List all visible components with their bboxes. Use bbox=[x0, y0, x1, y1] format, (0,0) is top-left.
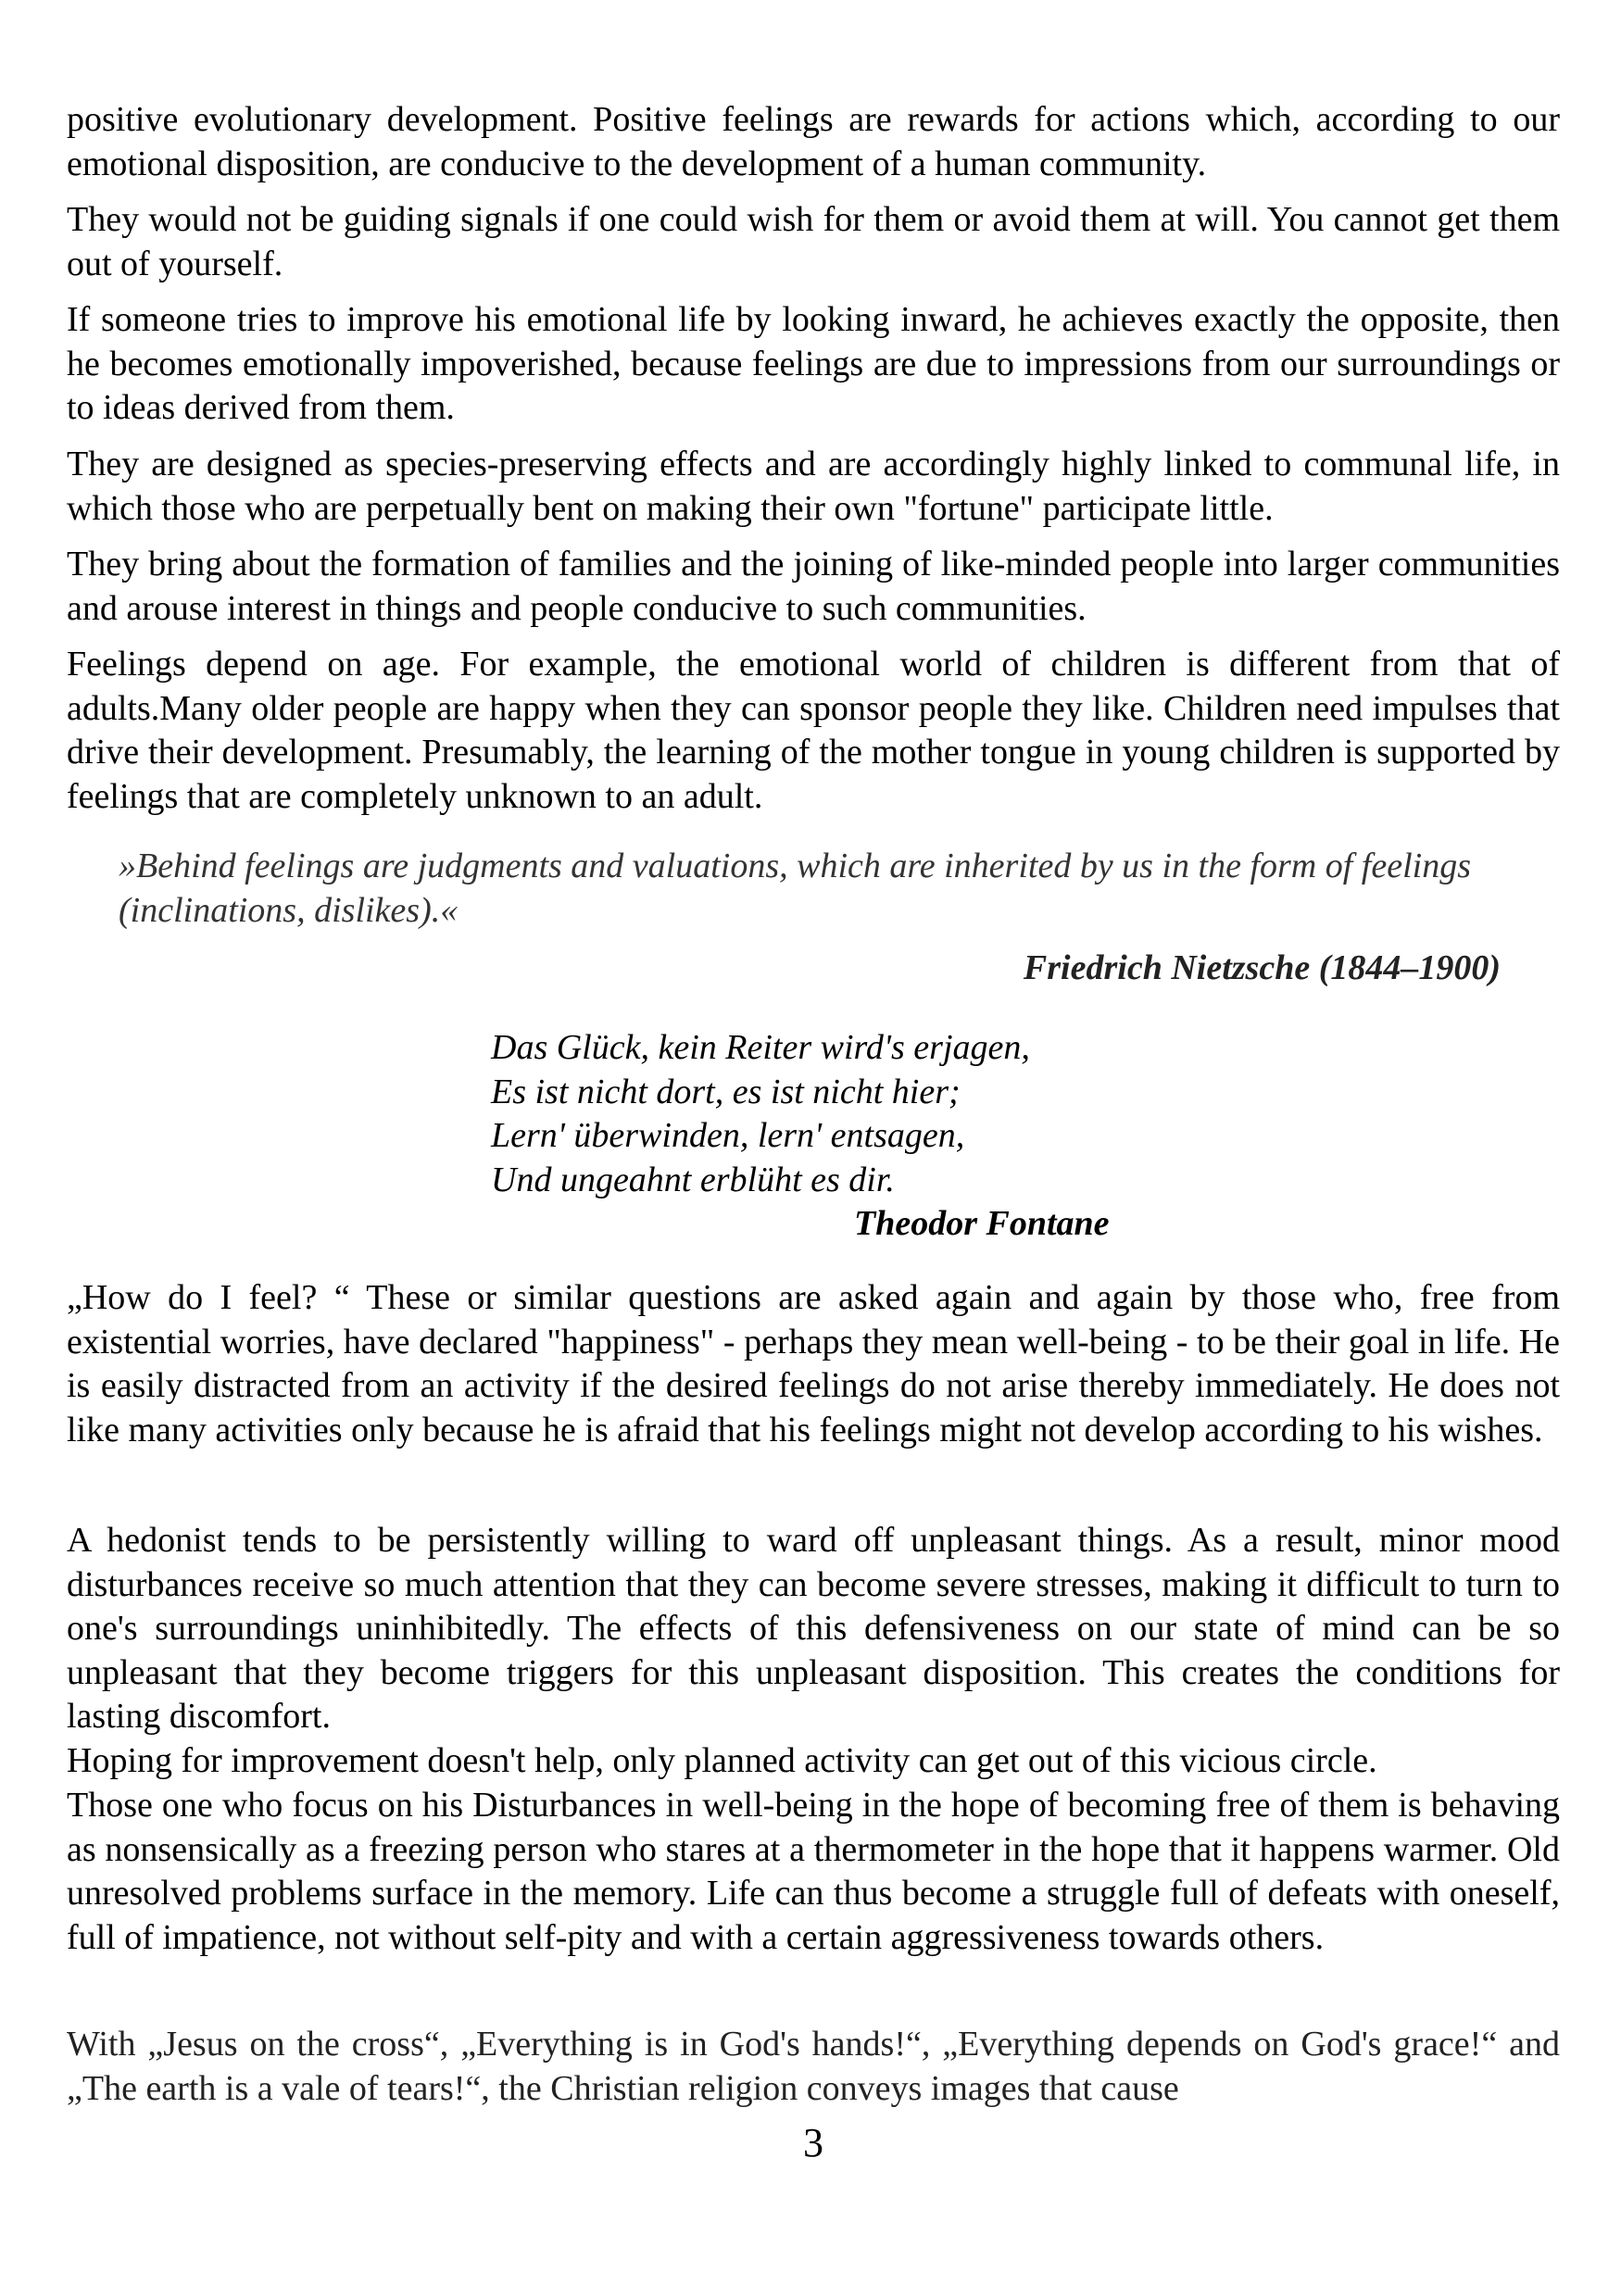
paragraph: With „Jesus on the cross“, „Everything is in God's hands!“, „Everything depends on God's grace!“ and „The earth is a vale of tears!“, the Christian religion conveys images that cause bbox=[67, 2025, 1560, 2108]
poem-line: Lern' überwinden, lern' entsagen, bbox=[491, 1116, 965, 1155]
poem-line: Es ist nicht dort, es ist nicht hier; bbox=[491, 1072, 961, 1111]
paragraph: Feelings depend on age. For example, the emotional world of children is different from that of adults.Many older people are happy when they can sponsor people they like. Children need impulses that drive their development. Presumably, the learning of the mother tongue in young children is supported by feelings that are completely unknown to an adult. bbox=[67, 645, 1560, 816]
poem-attribution: Theodor Fontane bbox=[854, 1204, 1110, 1243]
paragraph: Hoping for improvement doesn't help, only planned activity can get out of this vicious circle. bbox=[67, 1741, 1377, 1780]
paragraph: If someone tries to improve his emotional life by looking inward, he achieves exactly the opposite, then he becomes emotionally impoverished, because feelings are due to impressions from our surroundings or to ideas derived from them. bbox=[67, 300, 1560, 427]
paragraph: Those one who focus on his Disturbances in well-being in the hope of becoming free of them is behaving as nonsensically as a freezing person who stares at a thermometer in the hope that it happens warmer. Old unresolved problems surface in the memory. Life can thus become a struggle full of defeats with oneself, full of impatience, not without self-pity and with a certain aggressiveness towards others. bbox=[67, 1786, 1560, 1957]
paragraph: They would not be guiding signals if one could wish for them or avoid them at will. You cannot get them out of yourself. bbox=[67, 200, 1560, 283]
paragraph: A hedonist tends to be persistently willing to ward off unpleasant things. As a result, minor mood disturbances receive so much attention that they can become severe stresses, making it difficult to turn to one's surroundings uninhibitedly. The effects of this defensiveness on our state of mind can be so unpleasant that they become triggers for this unpleasant disposition. This creates the conditions for lasting discomfort. bbox=[67, 1521, 1560, 1736]
poem-line: Und ungeahnt erblüht es dir. bbox=[491, 1160, 895, 1199]
paragraph: They are designed as species-preserving effects and are accordingly highly linked to communal life, in which those who are perpetually bent on making their own "fortune" participate little. bbox=[67, 445, 1560, 528]
nietzsche-quote: »Behind feelings are judgments and valuations, which are inherited by us in the form of feelings (inclinations, dislikes).« bbox=[119, 847, 1471, 930]
poem-line: Das Glück, kein Reiter wird's erjagen, bbox=[491, 1028, 1030, 1067]
paragraph: „How do I feel? “ These or similar questions are asked again and again by those who, free from existential worries, have declared "happiness" - perhaps they mean well-being - to be their goal in life. He is easily distracted from an activity if the desired feelings do not arise thereby immediately. He does not like many activities only because he is afraid that his feelings might not develop according to his wishes. bbox=[67, 1278, 1560, 1449]
paragraph: positive evolutionary development. Positive feelings are rewards for actions which, according to our emotional disposition, are conducive to the development of a human community. bbox=[67, 100, 1560, 183]
paragraph: They bring about the formation of families and the joining of like-minded people into larger communities and arouse interest in things and people conducive to such communities. bbox=[67, 545, 1560, 628]
page-number: 3 bbox=[803, 2120, 823, 2165]
quote-attribution: Friedrich Nietzsche (1844–1900) bbox=[1023, 948, 1501, 987]
fontane-poem bbox=[491, 1026, 1030, 1202]
